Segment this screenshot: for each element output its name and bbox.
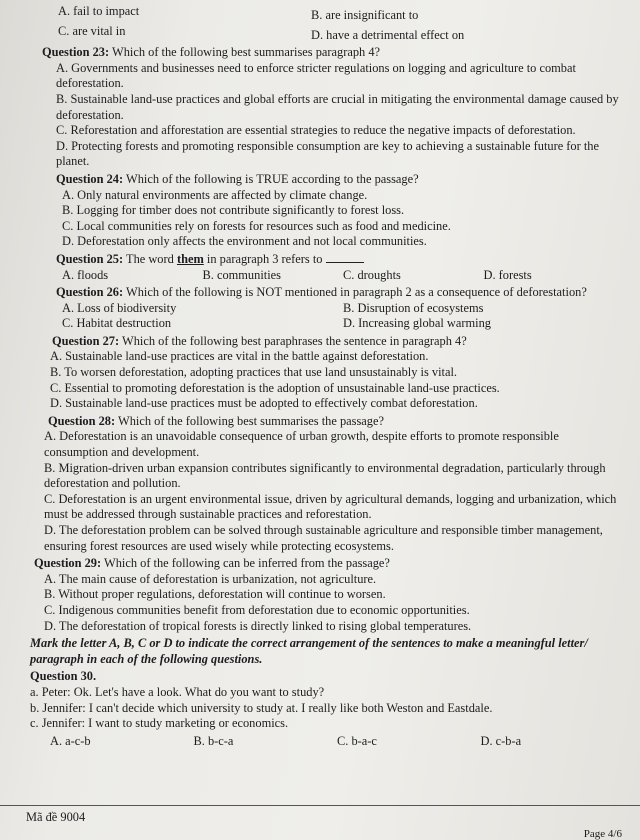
q26-option-a: A. Loss of biodiversity	[62, 300, 177, 315]
question-23-title: Question 23:	[42, 45, 110, 60]
question-30-title: Question 30.	[30, 669, 97, 684]
question-29	[34, 556, 624, 572]
q24-option-c: C. Local communities rely on forests for resources such as food and medicine.	[62, 218, 451, 233]
q24-option-d: D. Deforestation only affects the environment and not local communities.	[62, 234, 427, 249]
q23-option-c: C. Reforestation and afforestation are essential strategies to reduce the negative impacts of deforestation.	[56, 123, 576, 138]
answer-blank	[326, 252, 364, 263]
question-27	[52, 334, 624, 350]
q29-option-a: A. The main cause of deforestation is urbanization, not agriculture.	[44, 571, 377, 586]
question-23	[42, 45, 624, 61]
q29-option-c: C. Indigenous communities benefit from deforestation due to economic opportunities.	[44, 602, 470, 617]
question-28	[48, 414, 624, 430]
q30-option-a: A. a-c-b	[50, 733, 91, 748]
q30-option-d: D. c-b-a	[480, 733, 522, 748]
q25-option-c: C. droughts	[343, 267, 401, 282]
q26-option-b: B. Disruption of ecosystems	[343, 300, 484, 315]
prev-option-b: B. are insignificant to	[311, 8, 419, 22]
q27-option-b: B. To worsen deforestation, adopting practices that use land unsustainably is vital.	[50, 365, 458, 380]
page-number: Page 4/6	[583, 828, 622, 840]
question-25-text-post: in paragraph 3 refers to	[206, 251, 323, 266]
prev-option-d: D. have a detrimental effect on	[311, 27, 465, 42]
q30-option-c: C. b-a-c	[337, 733, 377, 748]
q24-option-b: B. Logging for timber does not contribute significantly to forest loss.	[62, 203, 405, 218]
q27-option-c: C. Essential to promoting deforestation is the adoption of unsustainable land-use practices.	[50, 380, 500, 395]
q30-options	[50, 734, 624, 750]
q29-option-b: B. Without proper regulations, deforestation will continue to worsen.	[44, 587, 386, 602]
q23-option-a: A. Governments and businesses need to enforce stricter regulations on logging and agriculture to combat deforestation.	[56, 60, 576, 91]
prev-option-c: C. are vital in	[58, 23, 126, 38]
question-29-title: Question 29:	[34, 556, 102, 571]
q24-option-a: A. Only natural environments are affected by climate change.	[62, 187, 368, 202]
page-content	[26, 4, 624, 749]
q27-option-d: D. Sustainable land-use practices must be adopted to effectively combat deforestation.	[50, 396, 478, 411]
q30-line-c: c. Jennifer: I want to study marketing or economics.	[30, 716, 289, 731]
q25-option-b: B. communities	[202, 267, 281, 282]
question-26-title: Question 26:	[56, 285, 124, 300]
q26-options-row2	[62, 316, 624, 332]
q26-options-row1	[62, 301, 624, 317]
q28-option-a: A. Deforestation is an unavoidable consequence of urban growth, despite efforts to promote responsible consumption and development.	[44, 429, 559, 460]
question-26-text: Which of the following is NOT mentioned in paragraph 2 as a consequence of deforestation?	[126, 285, 587, 300]
prev-question-options	[58, 4, 624, 24]
q28-option-d: D. The deforestation problem can be solved through sustainable agriculture and responsible timber management, ensuring forest resources are used wisely while protecting ecosystems.	[44, 523, 603, 553]
q26-option-d: D. Increasing global warming	[343, 316, 491, 331]
question-24-text: Which of the following is TRUE according to the passage?	[126, 171, 419, 186]
q25-options	[62, 268, 624, 284]
question-27-title: Question 27:	[52, 333, 120, 348]
q25-option-d: D. forests	[483, 267, 532, 282]
q30-line-b: b. Jennifer: I can't decide which university to study at. I really like both Weston and Eastdale.	[30, 700, 493, 715]
q29-option-d: D. The deforestation of tropical forests is directly linked to rising global temperatures.	[44, 618, 472, 633]
q28-option-c: C. Deforestation is an urgent environmental issue, driven by agricultural demands, logging and urbanization, which must be addressed through sustainable practices and reforestation.	[44, 491, 617, 522]
question-26	[56, 285, 624, 301]
question-23-text: Which of the following best summarises paragraph 4?	[112, 45, 381, 60]
exam-code: Mã đề 9004	[26, 810, 86, 824]
question-28-text: Which of the following best summarises the passage?	[118, 413, 384, 428]
question-24	[56, 172, 624, 188]
q30-line-a: a. Peter: Ok. Let's have a look. What do you want to study?	[30, 684, 325, 699]
question-27-text: Which of the following best paraphrases the sentence in paragraph 4?	[122, 333, 467, 348]
question-29-text: Which of the following can be inferred from the passage?	[104, 556, 390, 571]
question-25	[56, 252, 624, 268]
question-24-title: Question 24:	[56, 171, 124, 186]
question-25-text-pre: The word	[126, 251, 174, 266]
q23-option-b: B. Sustainable land-use practices and global efforts are crucial in mitigating the environmental damage caused by deforestation.	[56, 91, 619, 122]
question-25-title: Question 25:	[56, 251, 124, 266]
prev-question-options-2	[58, 24, 624, 44]
q27-option-a: A. Sustainable land-use practices are vital in the battle against deforestation.	[50, 349, 429, 364]
prev-option-a: A. fail to impact	[58, 4, 140, 18]
q30-option-b: B. b-c-a	[193, 733, 234, 748]
q28-option-b: B. Migration-driven urban expansion contributes significantly to environmental degradation, particularly through deforestation and pollution.	[44, 460, 606, 491]
q26-option-c: C. Habitat destruction	[62, 316, 172, 331]
section-instruction: Mark the letter A, B, C or D to indicate the correct arrangement of the sentences to make a meaningful letter/ paragraph in each of the following questions.	[30, 636, 588, 666]
question-28-title: Question 28:	[48, 413, 116, 428]
q23-option-d: D. Protecting forests and promoting responsible consumption are key to achieving a sustainable future for the planet.	[56, 138, 599, 169]
question-25-word: them	[176, 251, 204, 266]
q25-option-a: A. floods	[62, 267, 109, 282]
page-footer	[0, 805, 640, 840]
